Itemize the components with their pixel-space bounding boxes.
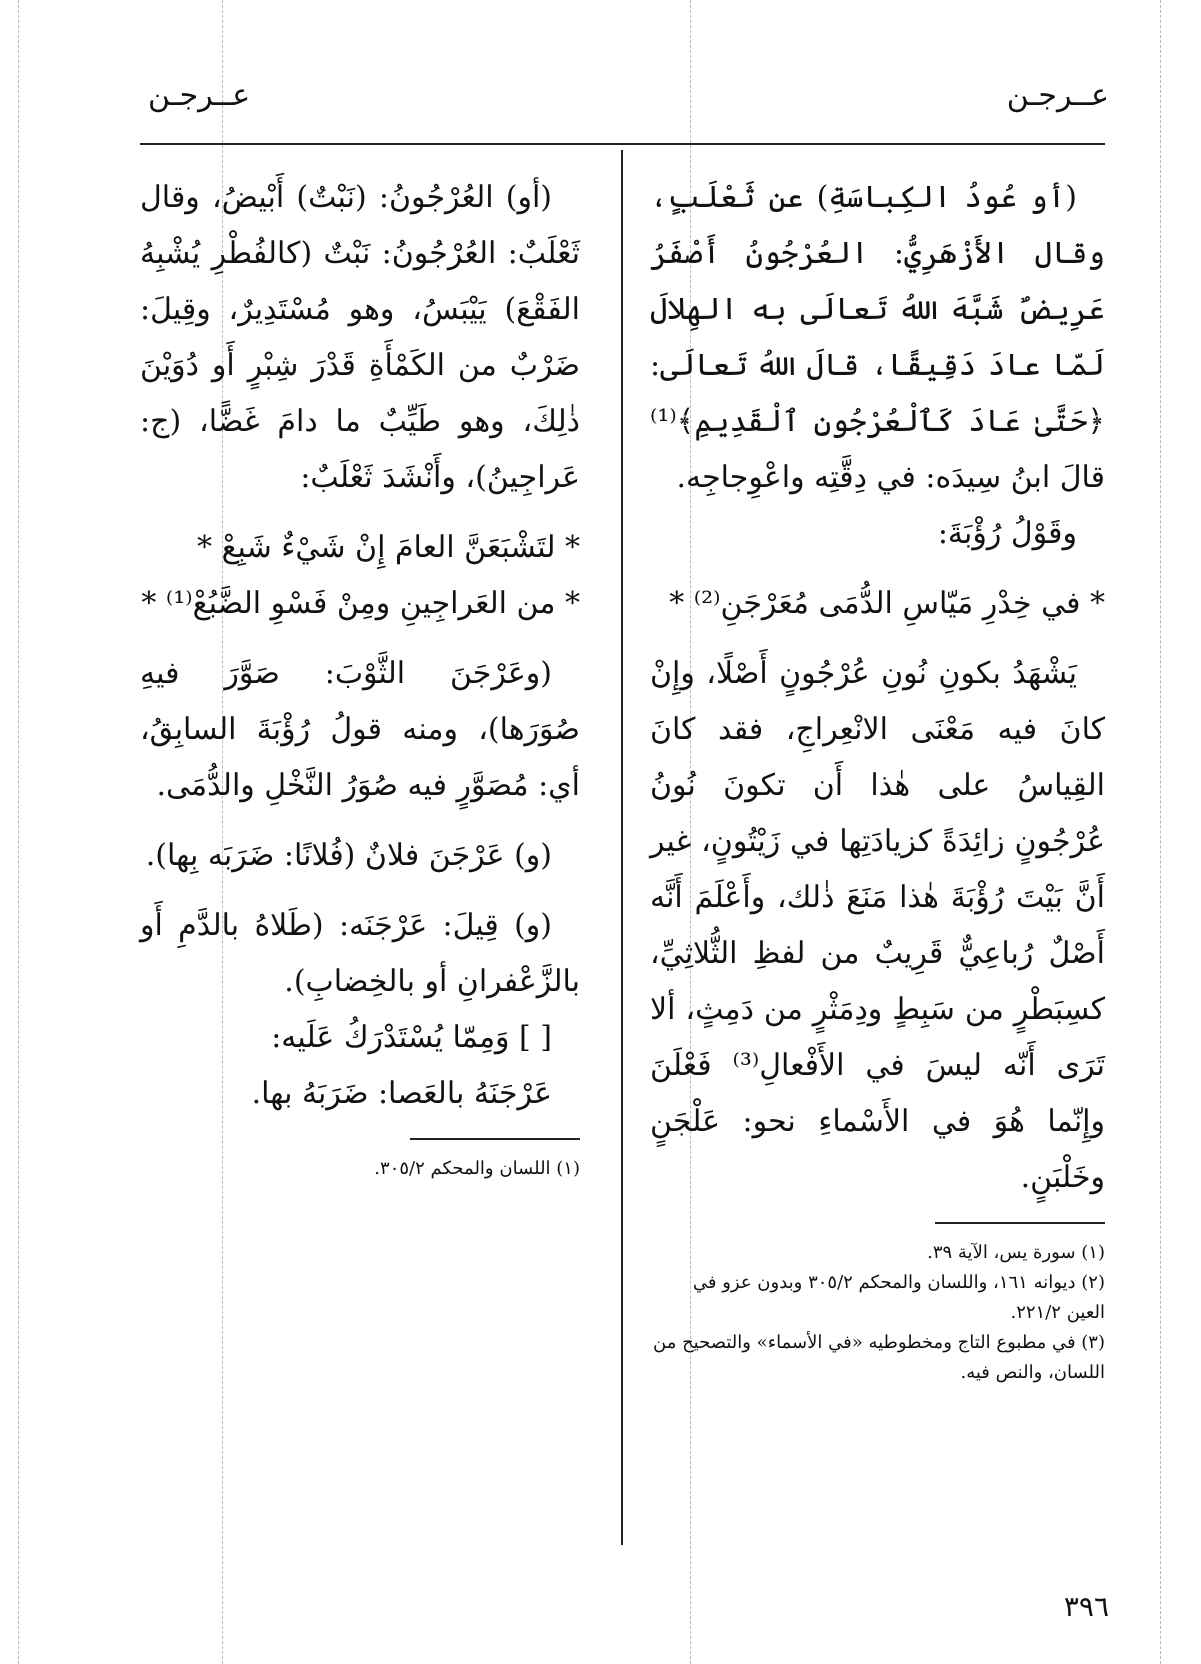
spacer xyxy=(650,562,1105,576)
scan-guide-line xyxy=(1160,0,1161,1664)
left-column xyxy=(140,170,580,1184)
running-head-right: عــرجـن xyxy=(1006,78,1109,113)
paragraph: وقَوْلُ رُؤْبَةَ: xyxy=(937,516,1077,551)
footnote: (٣) في مطبوع التاج ومخطوطيه «في الأسماء» والتصحيح من اللسان، والنص فيه. xyxy=(653,1332,1105,1383)
spacer xyxy=(140,632,580,646)
paragraph: [ ] وَمِمّا يُسْتَدْرَكُ عَلَيه: xyxy=(271,1020,552,1055)
footnotes xyxy=(140,1154,580,1184)
footnote-rule xyxy=(935,1222,1105,1224)
running-head-left: عــرجـن xyxy=(148,78,251,113)
spacer xyxy=(140,814,580,828)
paragraph: (أو عُودُ الكِباسَةِ) عن ثَعْلَبٍ، وقال الأَزْهَرِيُّ: العُرْجُونُ أَصْفَرُ عَرِيضٌ شَبَّهَ اللهُ تَعالَى به الهِلالَ لَمّا عادَ دَقِيقًا، قالَ اللهُ تَعالَى: ﴿حَتَّىٰ عَادَ كَٱلْعُرْجُونِ ٱلْقَدِيمِ﴾⁽¹⁾ قالَ ابنُ سِيدَه: في دِقَّتِه واعْوِجاجِه. xyxy=(650,180,1105,495)
paragraph: (و) عَرْجَنَ فلانٌ (فُلانًا: ضَرَبَه بِها). xyxy=(145,838,552,873)
footnote: (١) اللسان والمحكم ٣٠٥/٢. xyxy=(374,1158,580,1179)
right-column xyxy=(650,170,1105,1388)
scan-guide-line xyxy=(18,0,19,1664)
footnote: (٢) ديوانه ١٦١، واللسان والمحكم ٣٠٥/٢ وبدون عزو في العين ٢٢١/٢. xyxy=(692,1272,1105,1323)
page-number: ٣٩٦ xyxy=(1063,1590,1109,1623)
spacer xyxy=(140,506,580,520)
footnote-rule xyxy=(410,1138,580,1140)
header-rule xyxy=(140,143,1105,145)
footnotes xyxy=(650,1238,1105,1388)
paragraph: عَرْجَنَهُ بالعَصا: ضَرَبَهُ بها. xyxy=(251,1076,552,1111)
paragraph: (وعَرْجَنَ الثَّوْبَ: صَوَّرَ فيهِ صُوَرَها)، ومنه قولُ رُؤْبَةَ السابِقُ، أي: مُصَوَّرٍ فيه صُوَرُ النَّخْلِ والدُّمَى. xyxy=(140,656,580,803)
spacer xyxy=(140,884,580,898)
footnote: (١) سورة يس، الآية ٣٩. xyxy=(927,1242,1105,1263)
spacer xyxy=(650,632,1105,646)
paragraph: يَشْهَدُ بكونِ نُونِ عُرْجُونٍ أَصْلًا، وإِنْ كانَ فيه مَعْنَى الانْعِراجِ، فقد كانَ القِياسُ على هٰذا أَن تكونَ نُونُ عُرْجُونٍ زائِدَةً كزيادَتِها في زَيْتُونٍ، غير أَنَّ بَيْتَ رُؤْبَةَ هٰذا مَنَعَ ذٰلك، وأَعْلَمَ أَنَّه أَصْلٌ رُباعِيٌّ قَرِيبٌ من لفظِ الثُّلاثِيِّ، كسِبَطْرٍ من سَبِطٍ ودِمَثْرٍ من دَمِثٍ، ألا تَرَى أَنّه ليسَ في الأَفْعالِ⁽³⁾ فَعْلَنَ وإِنّما هُوَ في الأَسْماءِ نحو: عَلْجَنٍ وخَلْبَنٍ. xyxy=(650,656,1105,1195)
column-divider xyxy=(621,150,623,1545)
verse-line: * من العَراجِينِ ومِنْ فَسْوِ الضَّبُعْ⁽¹⁾ * xyxy=(141,586,580,621)
verse-line: * لتَشْبَعَنَّ العامَ إِنْ شَيْءٌ شَبِعْ * xyxy=(197,530,580,565)
paragraph: (و) قِيلَ: عَرْجَنَه: (طَلاهُ بالدَّمِ أَو بالزَّعْفرانِ أو بالخِضابِ). xyxy=(140,908,580,999)
paragraph: (أو) العُرْجُونُ: (نَبْتٌ) أَبْيضُ، وقال ثَعْلَبٌ: العُرْجُونُ: نَبْتٌ (كالفُطْرِ يُشْبِهُ الفَقْعَ) يَيْبَسُ، وهو مُسْتَدِيرٌ، وقِيلَ: ضَرْبٌ من الكَمْأَةِ قَدْرَ شِبْرٍ أَو دُوَيْنَ ذٰلِكَ، وهو طَيِّبٌ ما دامَ غَضًّا، (ج: عَراجِينُ)، وأَنْشَدَ ثَعْلَبٌ: xyxy=(140,180,580,495)
verse-line: * في خِدْرِ مَيّاسِ الدُّمَى مُعَرْجَنِ⁽²⁾ * xyxy=(669,586,1105,621)
